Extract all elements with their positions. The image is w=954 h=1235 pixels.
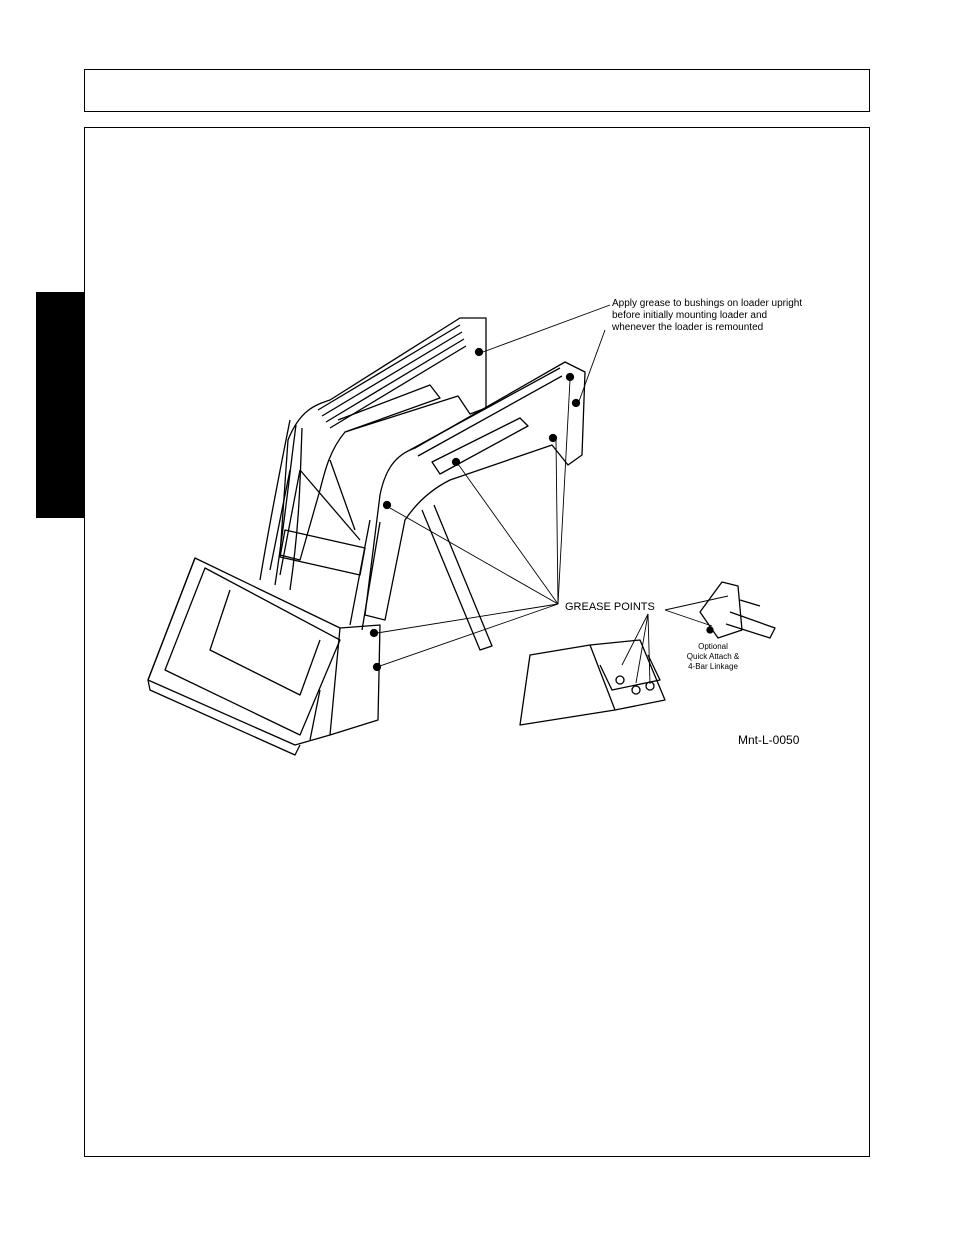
optional-label-line1: Optional xyxy=(698,642,728,651)
figure-id: Mnt-L-0050 xyxy=(738,733,800,747)
grease-bushings-note-line1: Apply grease to bushings on loader upright xyxy=(612,298,803,309)
grease-bushings-note xyxy=(612,298,802,334)
grease-points-label: GREASE POINTS xyxy=(565,601,655,613)
grease-fittings xyxy=(371,349,580,671)
optional-quick-attach-label xyxy=(678,642,748,672)
optional-label-line2: Quick Attach & xyxy=(686,652,740,661)
grease-bushings-note-line3: whenever the loader is remounted xyxy=(612,322,764,333)
hydraulic-hoses xyxy=(260,420,302,590)
leader-lines xyxy=(377,305,728,684)
optional-label-line3: 4-Bar Linkage xyxy=(688,662,738,671)
grease-bushings-note-line2: before initially mounting loader and xyxy=(612,310,768,321)
bucket xyxy=(148,558,380,755)
